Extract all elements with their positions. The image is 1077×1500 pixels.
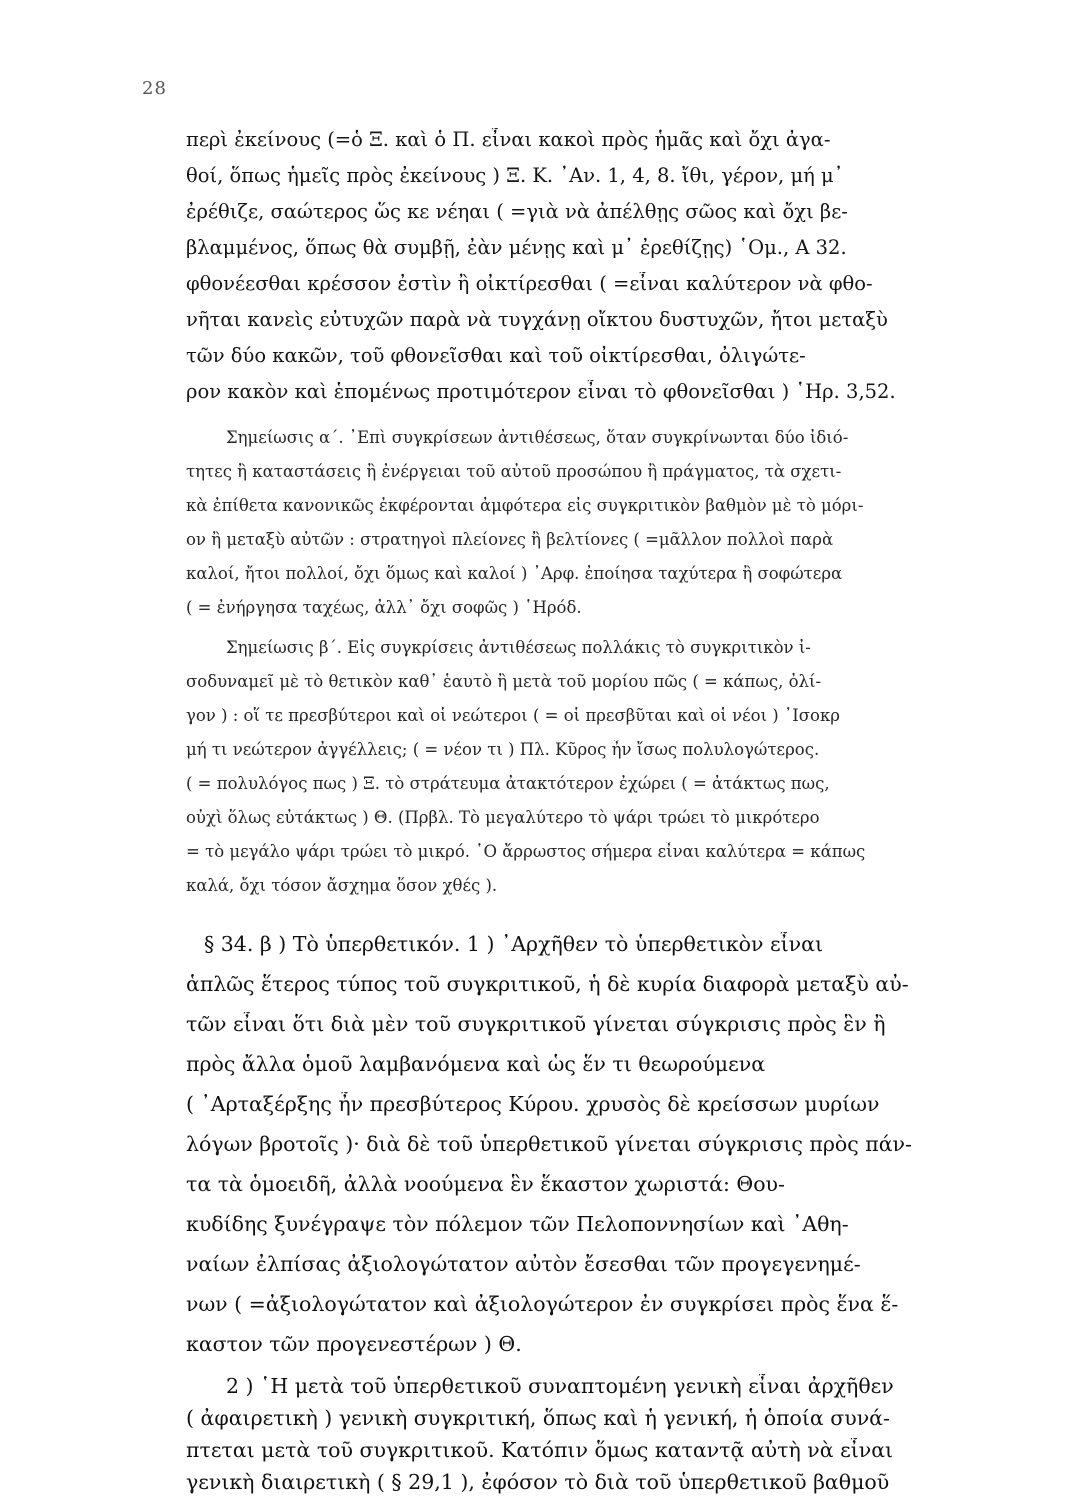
text-line: κυδίδης ξυνέγραψε τὸν πόλεμον τῶν Πελοποννησίων καὶ ᾿Αθη- (186, 1212, 849, 1236)
text-line: τῶν εἶναι ὅτι διὰ μὲν τοῦ συγκριτικοῦ γίνεται σύγκρισις πρὸς ἓν ἢ (186, 1012, 886, 1036)
text-line: φθονέεσθαι κρέσσον ἐστὶν ἢ οἰκτίρεσθαι ( =εἶναι καλύτερον νὰ φθο- (186, 272, 873, 295)
text-line: ἐρέθιζε, σαώτερος ὥς κε νέηαι ( =γιὰ νὰ ἀπέλθῃς σῶος καὶ ὄχι βε- (186, 200, 848, 223)
text-line: καλά, ὄχι τόσον ἄσχημα ὅσον χθές ). (186, 876, 498, 895)
text-line: καλοί, ἤτοι πολλοί, ὄχι ὅμως καὶ καλοί ) ᾿Αρφ. ἐποίησα ταχύτερα ἢ σοφώτερα (186, 564, 843, 583)
text-line: πτεται μετὰ τοῦ συγκριτικοῦ. Κατόπιν ὅμως καταντᾷ αὐτὴ νὰ εἶναι (186, 1438, 894, 1462)
text-line: γον ) : οἵ τε πρεσβύτεροι καὶ οἱ νεώτεροι ( = οἱ πρεσβῦται καὶ οἱ νέοι ) ᾿Ισοκρ (186, 706, 840, 725)
text-line: = τὸ μεγάλο ψάρι τρώει τὸ μικρό. ῾Ο ἄρρωστος σήμερα εἶναι καλύτερα = κάπως (186, 842, 866, 861)
section-heading: § 34. β ) Τὸ ὑπερθετικόν. 1 ) ᾿Αρχῆθεν τὸ ὑπερθετικὸν εἶναι (204, 932, 824, 956)
text-line: λόγων βροτοῖς )· διὰ δὲ τοῦ ὑπερθετικοῦ γίνεται σύγκρισις πρὸς πάν- (186, 1132, 912, 1156)
text-line: κὰ ἐπίθετα κανονικῶς ἐκφέρονται ἀμφότερα εἰς συγκριτικὸν βαθμὸν μὲ τὸ μόρι- (186, 496, 864, 515)
text-line: καστον τῶν προγενεστέρων ) Θ. (186, 1332, 522, 1356)
text-line: ναίων ἐλπίσας ἀξιολογώτατον αὐτὸν ἔσεσθαι τῶν προγεγενημέ- (186, 1252, 861, 1276)
text-line: ρον κακὸν καὶ ἑπομένως προτιμότερον εἶναι τὸ φθονεῖσθαι ) ῾Ηρ. 3,52. (186, 380, 896, 403)
text-line: ( ᾿Αρταξέρξης ἦν πρεσβύτερος Κύρου. χρυσὸς δὲ κρείσσων μυρίων (186, 1092, 880, 1116)
text-line: ( ἀφαιρετικὴ ) γενικὴ συγκριτική, ὅπως καὶ ἡ γενική, ἡ ὁποία συνά- (186, 1406, 890, 1430)
text-line: ον ἢ μεταξὺ αὐτῶν : στρατηγοὶ πλείονες ἢ βελτίονες ( =μᾶλλον πολλοὶ παρὰ (186, 530, 834, 549)
text-line: ( = ἐνήργησα ταχέως, ἀλλ᾽ ὄχι σοφῶς ) ῾Ηρόδ. (186, 598, 582, 617)
text-line: νων ( =ἀξιολογώτατον καὶ ἀξιολογώτερον ἐν συγκρίσει πρὸς ἕνα ἕ- (186, 1292, 899, 1316)
text-line: Σημείωσις α΄. ᾿Επὶ συγκρίσεων ἀντιθέσεως, ὅταν συγκρίνωνται δύο ἰδιό- (226, 428, 849, 447)
text-line: σοδυναμεῖ μὲ τὸ θετικὸν καθ᾽ ἑαυτὸ ἢ μετὰ τοῦ μορίου πῶς ( = κάπως, ὀλί- (186, 672, 822, 691)
text-line: θοί, ὅπως ἡμεῖς πρὸς ἐκείνους ) Ξ. Κ. ᾿Αν. 1, 4, 8. ἴθι, γέρον, μή μ᾽ (186, 164, 844, 187)
text-line: μή τι νεώτερον ἀγγέλλεις; ( = νέον τι ) Πλ. Κῦρος ἦν ἴσως πολυλογώτερος. (186, 740, 820, 759)
text-line: 2 ) ῾Η μετὰ τοῦ ὑπερθετικοῦ συναπτομένη γενικὴ εἶναι ἀρχῆθεν (226, 1374, 894, 1398)
text-line: τῶν δύο κακῶν, τοῦ φθονεῖσθαι καὶ τοῦ οἰκτίρεσθαι, ὀλιγώτε- (186, 344, 806, 367)
text-line: γενικὴ διαιρετικὴ ( § 29,1 ), ἐφόσον τὸ διὰ τοῦ ὑπερθετικοῦ βαθμοῦ (186, 1470, 890, 1494)
text-line: τητες ἢ καταστάσεις ἢ ἐνέργειαι τοῦ αὐτοῦ προσώπου ἢ πράγματος, τὰ σχετι- (186, 462, 842, 481)
text-line: πρὸς ἄλλα ὁμοῦ λαμβανόμενα καὶ ὡς ἕν τι θεωρούμενα (186, 1052, 766, 1076)
text-line: περὶ ἐκείνους (=ὁ Ξ. καὶ ὁ Π. εἶναι κακοὶ πρὸς ἡμᾶς καὶ ὄχι ἀγα- (186, 128, 831, 151)
text-line: ἁπλῶς ἕτερος τύπος τοῦ συγκριτικοῦ, ἡ δὲ κυρία διαφορὰ μεταξὺ αὐ- (186, 972, 909, 996)
text-line: νῆται κανεὶς εὐτυχῶν παρὰ νὰ τυγχάνῃ οἴκτου δυστυχῶν, ἤτοι μεταξὺ (186, 308, 888, 331)
text-line: οὐχὶ ὅλως εὐτάκτως ) Θ. (Πρβλ. Τὸ μεγαλύτερο τὸ ψάρι τρώει τὸ μικρότερο (186, 808, 820, 827)
text-line: τα τὰ ὁμοειδῆ, ἀλλὰ νοούμενα ἓν ἕκαστον χωριστά: Θου- (186, 1172, 785, 1196)
text-line: Σημείωσις β΄. Εἰς συγκρίσεις ἀντιθέσεως πολλάκις τὸ συγκριτικὸν ἰ- (226, 638, 811, 657)
text-line: βλαμμένος, ὅπως θὰ συμβῇ, ἐὰν μένῃς καὶ μ᾽ ἐρεθίζῃς) ῾Ομ., Α 32. (186, 236, 847, 259)
text-line: ( = πολυλόγος πως ) Ξ. τὸ στράτευμα ἀτακτότερον ἐχώρει ( = ἀτάκτως πως, (186, 774, 830, 793)
page-number: 28 (142, 78, 167, 99)
